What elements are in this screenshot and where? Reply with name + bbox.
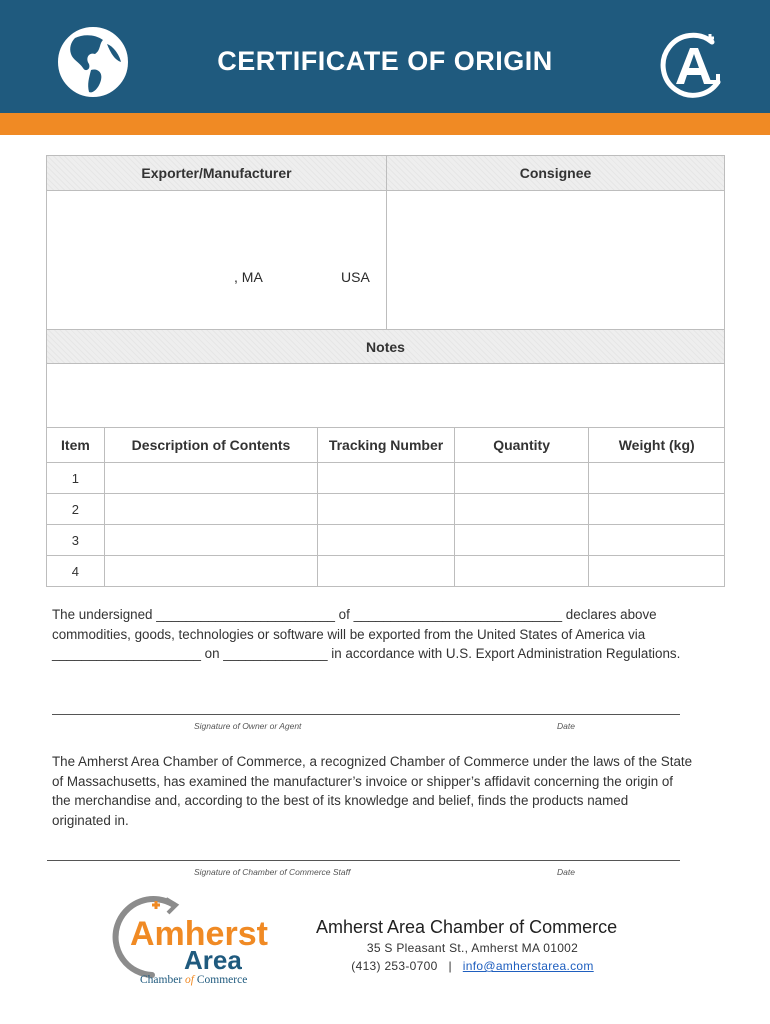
- description-cell[interactable]: [104, 463, 317, 493]
- organization-name: Amherst Area Chamber of Commerce: [316, 917, 618, 937]
- table-row: [47, 493, 724, 524]
- description-cell[interactable]: [104, 556, 317, 586]
- exporter-state: , MA: [234, 269, 263, 285]
- quantity-cell[interactable]: [454, 463, 589, 493]
- logo-word-amherst: Amherst: [130, 915, 268, 953]
- col-weight: Weight (kg): [588, 428, 724, 462]
- statement-line: of Massachusetts, has examined the manufacturer’s invoice or shipper’s affidavit concerning the origin of: [52, 773, 674, 789]
- amherst-area-chamber-logo: [112, 895, 272, 990]
- logo-tagline: Chamber of Commerce: [140, 974, 248, 986]
- tracking-cell[interactable]: [317, 525, 454, 555]
- organization-address: 35 S Pleasant St., Amherst MA 01002: [366, 941, 579, 955]
- contact-separator: |: [448, 959, 452, 973]
- statement-line: originated in.: [52, 812, 129, 828]
- staff-signature-label: Signature of Chamber of Commerce Staff: [194, 867, 351, 877]
- staff-signature-line[interactable]: [47, 860, 680, 861]
- weight-cell[interactable]: [588, 494, 724, 524]
- tracking-cell[interactable]: [317, 494, 454, 524]
- consignee-address-field[interactable]: [386, 191, 724, 329]
- declaration-line: commodities, goods, technologies or software will be exported from the United States of America via: [52, 626, 646, 642]
- table-row: [47, 524, 724, 555]
- chamber-statement-text: [52, 752, 724, 830]
- notes-field[interactable]: [47, 363, 724, 427]
- exporter-country: USA: [341, 269, 370, 285]
- email-link[interactable]: info@amherstarea.com: [462, 959, 594, 973]
- col-description: Description of Contents: [104, 428, 317, 462]
- item-number: 2: [71, 501, 80, 517]
- description-cell[interactable]: [104, 525, 317, 555]
- tracking-cell[interactable]: [317, 463, 454, 493]
- table-row: [47, 555, 724, 586]
- certificate-form: [46, 155, 725, 587]
- consignee-header: Consignee: [386, 156, 724, 190]
- item-number: 3: [71, 532, 80, 548]
- table-row: [47, 462, 724, 493]
- header-accent-bar: [0, 113, 770, 135]
- declaration-text: [52, 605, 724, 664]
- exporter-header: Exporter/Manufacturer: [47, 156, 386, 190]
- item-number: 4: [71, 563, 80, 579]
- quantity-cell[interactable]: [454, 556, 589, 586]
- weight-cell[interactable]: [588, 463, 724, 493]
- organization-contact: [316, 959, 629, 973]
- col-quantity: Quantity: [454, 428, 589, 462]
- tracking-cell[interactable]: [317, 556, 454, 586]
- weight-cell[interactable]: [588, 525, 724, 555]
- declaration-line: ____________________ on ______________ in accordance with U.S. Export Administration Regulations.: [52, 646, 681, 661]
- phone-number: (413) 253-0700: [351, 959, 438, 973]
- statement-line: The Amherst Area Chamber of Commerce, a recognized Chamber of Commerce under the laws of the State: [52, 754, 693, 769]
- statement-line: the merchandise and, according to the best of its knowledge and belief, finds the products named: [52, 793, 629, 808]
- description-cell[interactable]: [104, 494, 317, 524]
- exporter-address-field[interactable]: [47, 191, 386, 329]
- quantity-cell[interactable]: [454, 525, 589, 555]
- staff-date-label: Date: [557, 867, 575, 877]
- logo-word-area: Area: [184, 945, 242, 975]
- col-item: Item: [61, 437, 90, 453]
- page-title: CERTIFICATE OF ORIGIN: [217, 46, 553, 76]
- owner-signature-line[interactable]: [52, 714, 680, 715]
- items-table-header: [47, 427, 724, 462]
- owner-date-label: Date: [557, 721, 575, 731]
- a-plus-logo-icon: [660, 30, 726, 100]
- item-number: 1: [71, 470, 80, 486]
- quantity-cell[interactable]: [454, 494, 589, 524]
- owner-signature-label: Signature of Owner or Agent: [194, 721, 302, 731]
- col-tracking-number: Tracking Number: [317, 428, 454, 462]
- notes-header: Notes: [47, 330, 724, 363]
- declaration-line: The undersigned ________________________ of ____________________________ declares above: [52, 607, 657, 622]
- weight-cell[interactable]: [588, 556, 724, 586]
